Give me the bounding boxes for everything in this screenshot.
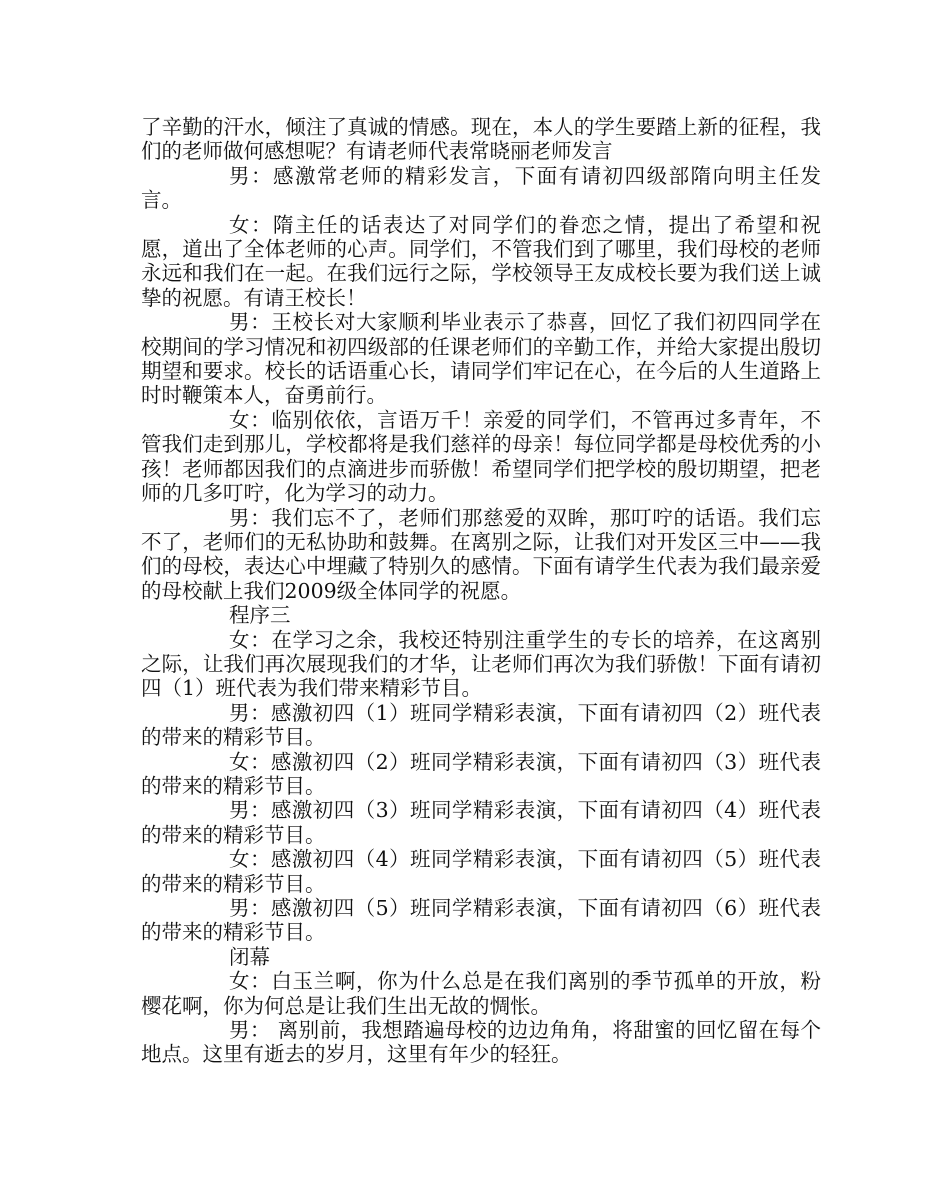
paragraph-female-speech: 女：临别依依，言语万千！亲爱的同学们，不管再过多青年，不管我们走到那儿，学校都将是我们慈祥的母亲！每位同学都是母校优秀的小孩！老师都因我们的点滴进步而骄傲！希望同学们把学校的殷切期望，把老师的几多叮咛，化为学习的动力。	[141, 407, 821, 506]
paragraph-continued: 了辛勤的汗水，倾注了真诚的情感。现在，本人的学生要踏上新的征程，我们的老师做何感想呢？有请老师代表常晓丽老师发言	[141, 115, 821, 164]
paragraph-female-speech: 女：白玉兰啊，你为什么总是在我们离别的季节孤单的开放，粉樱花啊，你为何总是让我们生出无故的惆怅。	[141, 969, 821, 1018]
paragraph-female-speech: 女：在学习之余，我校还特别注重学生的专长的培养，在这离别之际，让我们再次展现我们的才华，让老师们再次为我们骄傲！下面有请初四（1）班代表为我们带来精彩节目。	[141, 627, 821, 701]
paragraph-female-speech: 女：感激初四（2）班同学精彩表演，下面有请初四（3）班代表的带来的精彩节目。	[141, 749, 821, 798]
paragraph-female-speech: 女：感激初四（4）班同学精彩表演，下面有请初四（5）班代表的带来的精彩节目。	[141, 847, 821, 896]
paragraph-male-speech: 男： 离别前，我想踏遍母校的边边角角，将甜蜜的回忆留在每个地点。这里有逝去的岁月，这里有年少的轻狂。	[141, 1018, 821, 1067]
paragraph-male-speech: 男：感激常老师的精彩发言，下面有请初四级部隋向明主任发言。	[141, 163, 821, 213]
paragraph-male-speech: 男：王校长对大家顺利毕业表示了恭喜，回忆了我们初四同学在校期间的学习情况和初四级部的任课老师们的辛勤工作，并给大家提出殷切期望和要求。校长的话语重心长，请同学们牢记在心，在今后的人生道路上时时鞭策本人，奋勇前行。	[141, 310, 821, 408]
section-heading-program-three: 程序三	[229, 603, 291, 628]
paragraph-male-speech: 男：我们忘不了，老师们那慈爱的双眸，那叮咛的话语。我们忘不了，老师们的无私协助和鼓舞。在离别之际，让我们对开发区三中——我们的母校，表达心中埋藏了特别久的感情。下面有请学生代表为我们最亲爱的母校献上我们2009级全体同学的祝愿。	[141, 505, 821, 603]
document-body	[141, 115, 821, 1067]
paragraph-male-speech: 男：感激初四（3）班同学精彩表演，下面有请初四（4）班代表的带来的精彩节目。	[141, 798, 821, 847]
paragraph-female-speech: 女：隋主任的话表达了对同学们的眷恋之情，提出了希望和祝愿，道出了全体老师的心声。同学们，不管我们到了哪里，我们母校的老师永远和我们在一起。在我们远行之际，学校领导王友成校长要为我们送上诚挚的祝愿。有请王校长！	[141, 212, 821, 310]
paragraph-male-speech: 男：感激初四（1）班同学精彩表演，下面有请初四（2）班代表的带来的精彩节目。	[141, 700, 821, 750]
paragraph-male-speech: 男：感激初四（5）班同学精彩表演，下面有请初四（6）班代表的带来的精彩节目。	[141, 896, 821, 945]
section-heading-closing: 闭幕	[229, 944, 270, 969]
